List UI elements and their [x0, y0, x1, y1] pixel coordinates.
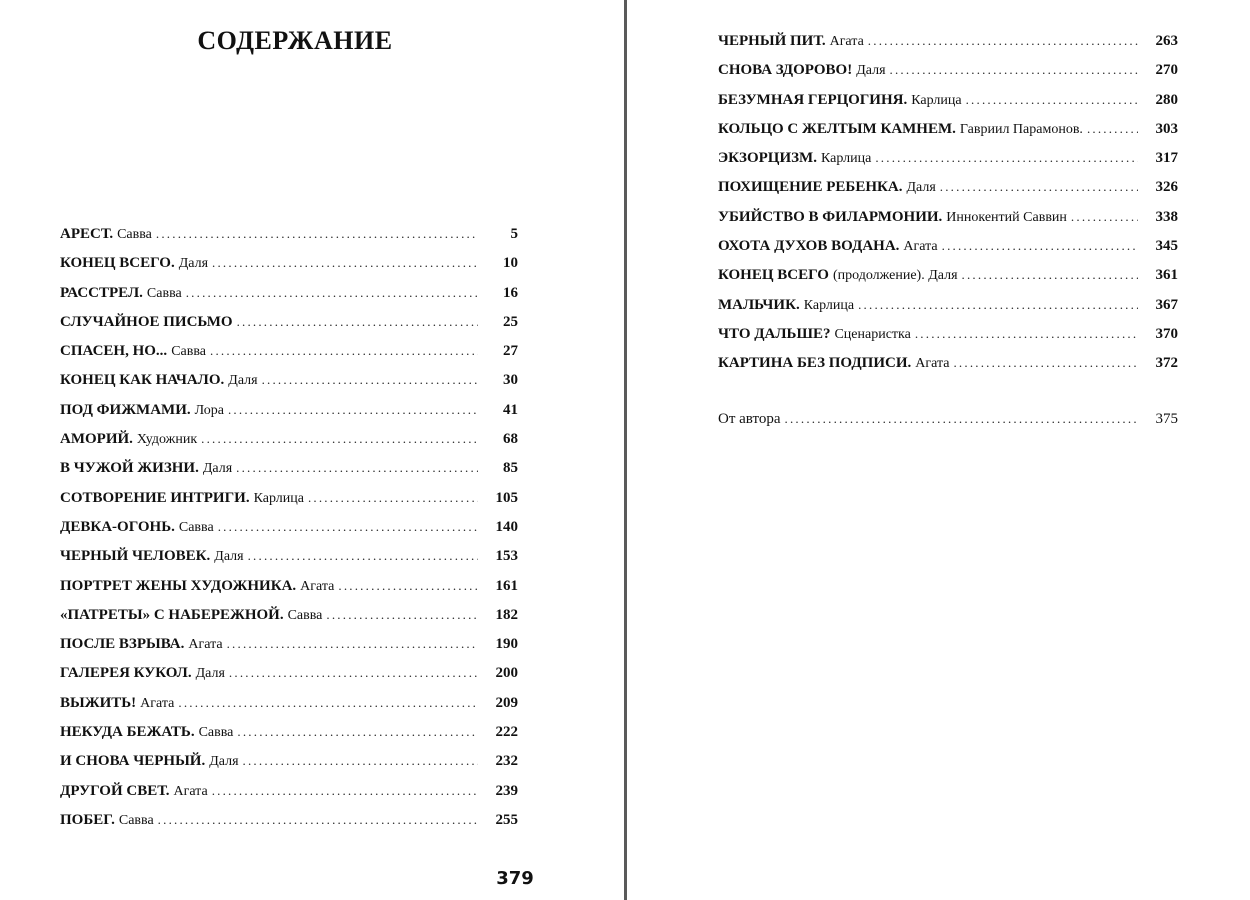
toc-entry-title: СЛУЧАЙНОЕ ПИСЬМО — [60, 313, 233, 330]
toc-entry-author: Художник — [136, 432, 198, 448]
dot-leader — [218, 512, 478, 541]
toc-entry-title: ЭКЗОРЦИЗМ. — [718, 150, 817, 167]
toc-entry-title: ОХОТА ДУХОВ ВОДАНА. — [718, 238, 900, 255]
toc-entry-author: Савва — [146, 285, 182, 301]
toc-entry-page: 270 — [1155, 62, 1178, 79]
toc-entry-title: «ПАТРЕТЫ» С НАБЕРЕЖНОЙ. — [60, 606, 284, 623]
dot-leader — [212, 248, 478, 277]
toc-entry-author: Агата — [140, 695, 175, 711]
toc-entry[interactable] — [60, 424, 518, 453]
toc-entry-author: Даля — [856, 63, 886, 79]
toc-entry-page: 222 — [495, 724, 518, 741]
toc-entry-title: ДЕВКА-ОГОНЬ. — [60, 518, 175, 535]
toc-entry[interactable] — [60, 248, 518, 277]
dot-leader — [858, 290, 1138, 319]
toc-entry-title: КОНЕЦ КАК НАЧАЛО. — [60, 372, 225, 389]
toc-list-right — [718, 26, 1178, 378]
dot-leader — [262, 365, 478, 394]
toc-entry[interactable] — [60, 365, 518, 394]
toc-entry[interactable] — [60, 776, 518, 805]
toc-entry-author-note[interactable] — [718, 404, 1178, 433]
toc-entry-page: 25 — [503, 313, 518, 330]
toc-entry[interactable] — [718, 231, 1178, 260]
toc-entry-author: Даля — [195, 666, 225, 682]
dot-leader — [156, 219, 478, 248]
dot-leader — [942, 231, 1138, 260]
toc-entry-author: Савва — [198, 725, 234, 741]
toc-entry-author: Агата — [173, 783, 208, 799]
toc-entry-author: Савва — [118, 812, 154, 828]
toc-entry-page: 200 — [495, 665, 518, 682]
toc-entry[interactable] — [60, 600, 518, 629]
dot-leader — [236, 453, 478, 482]
page-divider — [624, 0, 627, 900]
dot-leader — [1087, 114, 1138, 143]
toc-entry-author: Агата — [300, 578, 335, 594]
toc-entry-page: 209 — [495, 694, 518, 711]
toc-entry-author: Иннокентий Саввин — [946, 209, 1067, 225]
toc-entry[interactable] — [718, 143, 1178, 172]
toc-entry-page: 68 — [503, 431, 518, 448]
toc-entry-page: 280 — [1155, 91, 1178, 108]
toc-entry[interactable] — [718, 348, 1178, 377]
toc-entry-title: ЧЕРНЫЙ ЧЕЛОВЕК. — [60, 548, 211, 565]
toc-entry-page: 255 — [495, 811, 518, 828]
toc-entry[interactable] — [718, 172, 1178, 201]
dot-leader — [940, 172, 1138, 201]
toc-entry[interactable] — [60, 512, 518, 541]
toc-entry[interactable] — [60, 541, 518, 570]
toc-entry[interactable] — [60, 688, 518, 717]
toc-entry-page: 161 — [495, 577, 518, 594]
toc-entry-author: Карлица — [803, 297, 855, 313]
dot-leader — [237, 717, 478, 746]
dot-leader — [210, 336, 478, 365]
toc-entry-title: В ЧУЖОЙ ЖИЗНИ. — [60, 460, 199, 477]
toc-entry-page: 367 — [1155, 296, 1178, 313]
toc-entry[interactable] — [60, 278, 518, 307]
toc-entry-author: Сценаристка — [834, 326, 911, 342]
toc-entry-page: 338 — [1155, 208, 1178, 225]
toc-entry-page: 16 — [503, 284, 518, 301]
dot-leader — [243, 746, 478, 775]
toc-entry-page: 182 — [495, 606, 518, 623]
toc-entry[interactable] — [718, 202, 1178, 231]
toc-entry-page: 140 — [495, 518, 518, 535]
dot-leader — [308, 483, 478, 512]
toc-entry-title: АРЕСТ. — [60, 226, 114, 242]
toc-entry-page: 27 — [503, 343, 518, 360]
dot-leader — [875, 143, 1138, 172]
toc-entry-page: 263 — [1155, 33, 1178, 49]
toc-entry[interactable] — [60, 805, 518, 834]
toc-entry-author: Гавриил Парамонов. — [959, 121, 1083, 137]
toc-entry[interactable] — [718, 85, 1178, 114]
toc-entry-author: Даля — [214, 549, 244, 565]
dot-leader — [201, 424, 478, 453]
toc-entry-page: 239 — [495, 782, 518, 799]
toc-entry-page: 232 — [495, 753, 518, 770]
toc-entry-author: Даля — [202, 461, 233, 477]
toc-entry[interactable] — [60, 746, 518, 775]
toc-entry-author: Агата — [829, 34, 864, 49]
left-page — [0, 0, 624, 900]
toc-entry-author: (продолжение). Даля — [832, 268, 958, 284]
dot-leader — [178, 688, 478, 717]
toc-entry[interactable] — [718, 290, 1178, 319]
toc-entry-title: КОНЕЦ ВСЕГО — [718, 267, 829, 284]
toc-entry-author: Савва — [171, 344, 206, 360]
dot-leader — [962, 260, 1138, 289]
toc-entry-page: 326 — [1155, 179, 1178, 196]
toc-entry-page: 10 — [503, 255, 518, 272]
toc-entry-page: 345 — [1155, 238, 1178, 255]
dot-leader — [1071, 202, 1138, 231]
toc-entry-author: Карлица — [911, 92, 962, 108]
toc-entry[interactable] — [60, 307, 518, 336]
toc-entry-author: Агата — [915, 356, 950, 372]
toc-entry[interactable] — [60, 219, 518, 248]
toc-entry-title: АМОРИЙ. — [60, 431, 133, 448]
toc-entry-page: 30 — [503, 372, 518, 389]
dot-leader — [326, 600, 478, 629]
dot-leader — [227, 629, 478, 658]
toc-entry-title: ПОСЛЕ ВЗРЫВА. — [60, 636, 185, 653]
toc-entry[interactable] — [60, 453, 518, 482]
toc-entry-page: 105 — [495, 489, 518, 506]
toc-entry[interactable] — [718, 55, 1178, 84]
toc-entry-page: 370 — [1155, 325, 1178, 342]
toc-entry-title: СПАСЕН, НО... — [60, 343, 168, 360]
dot-leader — [237, 307, 478, 336]
toc-entry[interactable] — [60, 658, 518, 687]
toc-entry-author: Карлица — [820, 151, 872, 167]
toc-entry-author: Савва — [178, 519, 214, 535]
toc-list-left — [60, 219, 518, 834]
toc-entry-title: ВЫЖИТЬ! — [60, 694, 137, 711]
dot-leader — [229, 658, 478, 687]
toc-entry-page: 317 — [1155, 150, 1178, 167]
toc-entry-title: МАЛЬЧИК. — [718, 296, 800, 313]
toc-entry[interactable] — [60, 336, 518, 365]
toc-entry-title: УБИЙСТВО В ФИЛАРМОНИИ. — [718, 208, 943, 225]
toc-entry-title: СОТВОРЕНИЕ ИНТРИГИ. — [60, 489, 250, 506]
toc-entry-title: КОЛЬЦО С ЖЕЛТЫМ КАМНЕМ. — [718, 120, 956, 137]
toc-entry-page: 372 — [1155, 355, 1178, 372]
toc-entry[interactable] — [60, 483, 518, 512]
toc-entry-page: 190 — [495, 636, 518, 653]
toc-entry-title: ГАЛЕРЕЯ КУКОЛ. — [60, 665, 192, 682]
toc-entry-title: КОНЕЦ ВСЕГО. — [60, 255, 175, 272]
toc-entry-author: Савва — [287, 607, 323, 623]
toc-entry[interactable] — [718, 26, 1178, 55]
toc-entry-page: 153 — [495, 548, 518, 565]
toc-entry[interactable] — [718, 319, 1178, 348]
page-title: СОДЕРЖАНИЕ — [197, 26, 393, 55]
toc-entry-page: 303 — [1155, 120, 1178, 137]
toc-entry-title: ПОХИЩЕНИЕ РЕБЕНКА. — [718, 179, 903, 196]
toc-entry-author: Даля — [228, 373, 258, 389]
toc-entry[interactable] — [60, 717, 518, 746]
toc-entry-title: ДРУГОЙ СВЕТ. — [60, 782, 170, 799]
toc-entry-title: ЧТО ДАЛЬШЕ? — [718, 325, 831, 342]
toc-entry-title: СНОВА ЗДОРОВО! — [718, 62, 853, 79]
dot-leader — [868, 26, 1138, 55]
toc-entry-title: КАРТИНА БЕЗ ПОДПИСИ. — [718, 355, 912, 372]
toc-entry[interactable] — [718, 260, 1178, 289]
toc-entry-page: 5 — [510, 226, 518, 242]
dot-leader — [186, 278, 478, 307]
dot-leader — [953, 348, 1138, 377]
toc-entry-page: 375 — [1155, 411, 1178, 427]
toc-entry-page: 41 — [503, 401, 518, 418]
toc-entry[interactable] — [60, 629, 518, 658]
toc-entry[interactable] — [60, 395, 518, 424]
page-number: 379 — [496, 868, 534, 889]
toc-entry-title: ПОД ФИЖМАМИ. — [60, 401, 191, 418]
right-page — [628, 0, 1250, 900]
dot-leader — [212, 776, 478, 805]
toc-entry-author: Агата — [903, 239, 938, 255]
dot-leader — [966, 85, 1138, 114]
dot-leader — [158, 805, 478, 834]
toc-entry-author: Карлица — [253, 490, 304, 506]
toc-entry-author: Даля — [209, 754, 239, 770]
dot-leader — [338, 571, 478, 600]
toc-entry-title: ПОРТРЕТ ЖЕНЫ ХУДОЖНИКА. — [60, 577, 297, 594]
toc-entry-author: Лора — [194, 402, 224, 418]
dot-leader — [890, 55, 1138, 84]
toc-entry-title: ЧЕРНЫЙ ПИТ. — [718, 33, 826, 49]
toc-entry-title: И СНОВА ЧЕРНЫЙ. — [60, 753, 206, 770]
toc-entry-title: ПОБЕГ. — [60, 811, 115, 828]
toc-entry-author: Даля — [906, 180, 936, 196]
toc-entry-author: Агата — [188, 637, 223, 653]
toc-entry-title: От автора — [718, 411, 781, 427]
toc-entry-title: РАССТРЕЛ. — [60, 284, 143, 301]
dot-leader — [248, 541, 478, 570]
toc-entry[interactable] — [60, 571, 518, 600]
toc-entry-author: Даля — [178, 256, 209, 272]
dot-leader — [228, 395, 478, 424]
dot-leader — [785, 404, 1138, 433]
dot-leader — [915, 319, 1138, 348]
toc-entry-title: НЕКУДА БЕЖАТЬ. — [60, 724, 195, 741]
toc-entry-page: 361 — [1155, 267, 1178, 284]
toc-entry[interactable] — [718, 114, 1178, 143]
toc-entry-page: 85 — [503, 460, 518, 477]
toc-entry-title: БЕЗУМНАЯ ГЕРЦОГИНЯ. — [718, 91, 908, 108]
toc-entry-author: Савва — [117, 227, 152, 242]
